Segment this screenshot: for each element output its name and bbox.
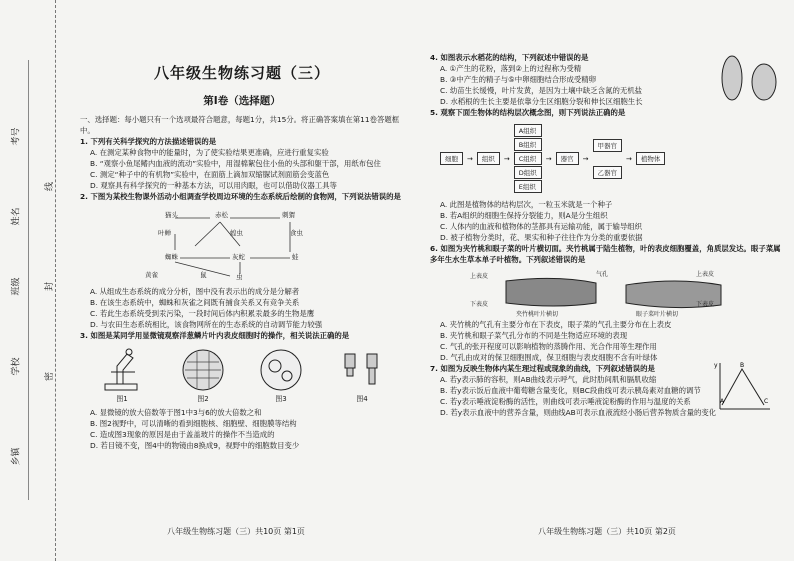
tissue-stack xyxy=(514,123,542,194)
food-web-diagram xyxy=(140,206,340,282)
q6-option-b: B. 夹竹桃和眼子菜气孔分布的不同是生物适应环境的表现 xyxy=(440,331,628,340)
arrow-icon: → xyxy=(626,154,632,163)
leaf-cross-section-figure xyxy=(470,269,726,318)
q5-option-a: A. 此图是植物体的结构层次，一粒玉米就是一个种子 xyxy=(440,200,613,209)
name-label: 姓名 xyxy=(11,207,22,226)
leaf-caption: 眼子菜叶片横切 xyxy=(636,311,679,318)
flow-tissue-e: E组织 xyxy=(514,180,542,193)
question-1: 1. 下列有关科学探究的方法描述错误的是 xyxy=(80,137,217,146)
graph-point-c: C xyxy=(764,398,769,405)
seal-line xyxy=(28,60,29,500)
section-title: 第Ⅰ卷（选择题） xyxy=(203,95,281,107)
structure-levels-diagram xyxy=(440,123,784,194)
q3-option-c: C. 造成图3现象的原因是由于盖盖玻片的操作不当造成的 xyxy=(90,430,275,439)
organ-stack xyxy=(593,138,623,180)
arrow-icon: → xyxy=(582,154,589,163)
q2-option-d: D. 与农田生态系统相比，该食物网所在的生态系统的自动调节能力较强 xyxy=(90,320,323,329)
objective-lens-icon xyxy=(337,348,387,392)
graph-point-a: A xyxy=(720,398,725,405)
q1-option-d: D. 观察具有科学探究的一种基本方法，可以用肉眼，也可以借助仪器工具等 xyxy=(90,181,337,190)
bubble-view-icon xyxy=(259,348,303,392)
q5-option-c: C. 人体内的血液和植物体的茎都具有运输功能，属于输导组织 xyxy=(440,222,643,231)
exam-title: 八年级生物练习题（三） xyxy=(153,64,330,82)
figure-2 xyxy=(181,348,225,404)
q4-option-a: A. ①产生的花粉，落到②上的过程称为受精 xyxy=(440,64,582,73)
arrow-icon: → xyxy=(545,154,552,163)
web-node: 虫 xyxy=(236,273,243,281)
left-footer: 八年级生物练习题（三）共10页 第1页 xyxy=(167,527,305,536)
web-node: 蜘蛛 xyxy=(165,253,178,261)
school-label: 学校 xyxy=(11,357,22,376)
leaf-label: 下表皮 xyxy=(696,301,715,308)
web-node: 鼠 xyxy=(200,271,207,279)
graph-y-label: y xyxy=(714,362,718,369)
web-node: 黄雀 xyxy=(145,271,158,279)
flow-tissue-a: A组织 xyxy=(514,124,542,137)
q6-option-c: C. 气孔的张开程度可以影响植物的蒸腾作用、光合作用等生理作用 xyxy=(440,342,657,351)
q7-option-a: A. 若y表示肺的容积，则AB曲线表示呼气，此时肋间肌和膈肌收缩 xyxy=(440,375,657,384)
flow-organ-b: 乙器官 xyxy=(593,166,623,179)
web-node: 蛙 xyxy=(292,253,299,261)
q7-option-c: C. 若y表示唾液淀粉酶的活性，则曲线可表示唾液淀粉酶的作用与温度的关系 xyxy=(440,397,691,406)
flow-tissue-c: C组织 xyxy=(514,152,542,165)
web-node: 蝗虫 xyxy=(230,229,243,237)
leaf-label: 上表皮 xyxy=(696,271,715,278)
cut-label-2: 封 xyxy=(45,281,56,292)
q5-option-d: D. 被子植物分类时，花、果实和种子往往作为分类的重要依据 xyxy=(440,233,643,242)
leaf-label: 下表皮 xyxy=(470,301,489,308)
flow-tissue-d: D组织 xyxy=(514,166,542,179)
q7-option-b: B. 若y表示饭后血液中葡萄糖含量变化，则BC段曲线可表示胰岛素对血糖的调节 xyxy=(440,386,701,395)
flow-organ: 器官 xyxy=(556,152,579,165)
curve-graph xyxy=(712,359,772,415)
question-4: 4. 如图表示水稻花的结构，下列叙述中错误的是 xyxy=(430,53,589,62)
figure-4 xyxy=(337,348,387,404)
arrow-icon: → xyxy=(467,154,473,163)
flow-organism: 植物体 xyxy=(636,152,666,165)
cut-label-1: 线 xyxy=(45,181,56,192)
web-node: 刺猬 xyxy=(282,211,295,219)
q6-option-d: D. 气孔由成对的保卫细胞围成，保卫细胞与表皮细胞不含有叶绿体 xyxy=(440,353,658,362)
graph-point-b: B xyxy=(740,362,745,369)
question-2: 2. 下图为某校生物课外活动小组调查学校周边环境的生态系统后绘制的食物网，下列说法错误的是 xyxy=(80,192,401,201)
q7-option-d: D. 若y表示血液中的营养含量，则曲线AB可表示血液流经小肠后营养物质含量的变化 xyxy=(440,408,717,417)
q1-option-b: B. “观察小鱼尾鳍内血液的流动”实验中，用湿棉絮包住小鱼的头部和躯干部，用纸布包住 xyxy=(90,159,381,168)
q2-option-b: B. 在该生态系统中，蜘蛛和灰雀之间既有捕食关系又有竞争关系 xyxy=(90,298,300,307)
q4-option-d: D. 水稻根的生长主要是依靠分生区细胞分裂和伸长区细胞生长 xyxy=(440,97,643,106)
web-node: 叶蝉 xyxy=(158,229,171,237)
figure-3 xyxy=(259,348,303,404)
q3-option-a: A. 显微镜的放大倍数等于图1中3与6的放大倍数之和 xyxy=(90,408,262,417)
q1-option-c: C. 测定“种子中的有机物”实验中，在面筋上滴加双缩脲试剂面筋会变蓝色 xyxy=(90,170,330,179)
q6-option-a: A. 夹竹桃的气孔有主要分布在下表皮，眼子菜的气孔主要分布在上表皮 xyxy=(440,320,672,329)
microscope-icon xyxy=(97,344,147,392)
class-label: 班级 xyxy=(11,277,22,296)
arrow-icon: → xyxy=(503,154,510,163)
question-5: 5. 观察下面生物体的结构层次概念图，则下列说法正确的是 xyxy=(430,108,626,117)
web-node: 食虫 xyxy=(290,229,303,237)
leaf-section-image xyxy=(476,273,726,313)
question-3: 3. 如图是某同学用显微镜观察洋葱鳞片叶内表皮细胞时的操作，相关说法正确的是 xyxy=(80,331,350,340)
question-6: 6. 如图为夹竹桃和眼子菜的叶片横切面。夹竹桃属于陆生植物，叶的表皮细胞覆盖，角质层发达。眼子菜属多年生水生草本单子叶植物。下列叙述错误的是 xyxy=(430,244,781,264)
cut-label-3: 密 xyxy=(45,371,56,382)
town-label: 乡镇 xyxy=(11,447,22,466)
question-7: 7. 如图为反映生物体内某生理过程或现象的曲线，下列叙述错误的是 xyxy=(430,364,655,373)
intro: 一、选择题：每小题只有一个选项最符合题意，每题1分，共15分。将正确答案填在第11卷答题框中。 xyxy=(80,115,400,135)
left-page xyxy=(60,0,412,561)
binding-margin xyxy=(0,0,56,561)
figure-3-label: 图3 xyxy=(275,395,287,403)
q4-option-c: C. 幼苗生长缓慢，叶片发黄，是因为土壤中缺乏含氮的无机盐 xyxy=(440,86,643,95)
figure-2-label: 图2 xyxy=(197,395,209,403)
figure-1 xyxy=(97,344,147,404)
flow-cell: 细胞 xyxy=(440,152,463,165)
flow-tissue: 组织 xyxy=(477,152,500,165)
q2-option-c: C. 若此生态系统受到汞污染，一段时间后体内积累汞最多的生物是鹰 xyxy=(90,309,315,318)
q3-option-d: D. 若目镜不变，图4中的物镜由8换成9，视野中的细胞数目变少 xyxy=(90,441,300,450)
rice-flower-icon xyxy=(714,48,784,108)
q4-option-b: B. ③中产生的精子与⑤中卵细胞结合形成受精卵 xyxy=(440,75,597,84)
web-node: 猫头 xyxy=(165,211,178,219)
exam-no-label: 考号 xyxy=(11,127,22,146)
leaf-label: 上表皮 xyxy=(470,273,489,280)
flow-tissue-b: B组织 xyxy=(514,138,542,151)
leaf-caption: 夹竹桃叶片横切 xyxy=(516,311,559,318)
figure-4-label: 图4 xyxy=(356,395,368,403)
web-node: 赤松 xyxy=(215,211,228,219)
q2-option-a: A. 从组成生态系统的成分分析，图中没有表示出的成分是分解者 xyxy=(90,287,300,296)
microscope-figures xyxy=(80,344,404,404)
right-page xyxy=(420,0,794,561)
q1-option-a: A. 在测定某种食物中的能量时，为了使实验结果更准确，应进行重复实验 xyxy=(90,148,329,157)
q5-option-b: B. 若A组织的细胞生保持分裂能力，则A是分生组织 xyxy=(440,211,608,220)
web-node: 灰蛇 xyxy=(232,253,245,261)
right-footer: 八年级生物练习题（三）共10页 第2页 xyxy=(538,527,676,536)
figure-1-label: 图1 xyxy=(116,395,128,403)
q3-option-b: B. 图2视野中，可以清晰的看到细胞核、细胞壁、细胞膜等结构 xyxy=(90,419,297,428)
leaf-label: 气孔 xyxy=(596,271,609,278)
flow-organ-a: 甲器官 xyxy=(593,139,623,152)
cell-view-icon xyxy=(181,348,225,392)
